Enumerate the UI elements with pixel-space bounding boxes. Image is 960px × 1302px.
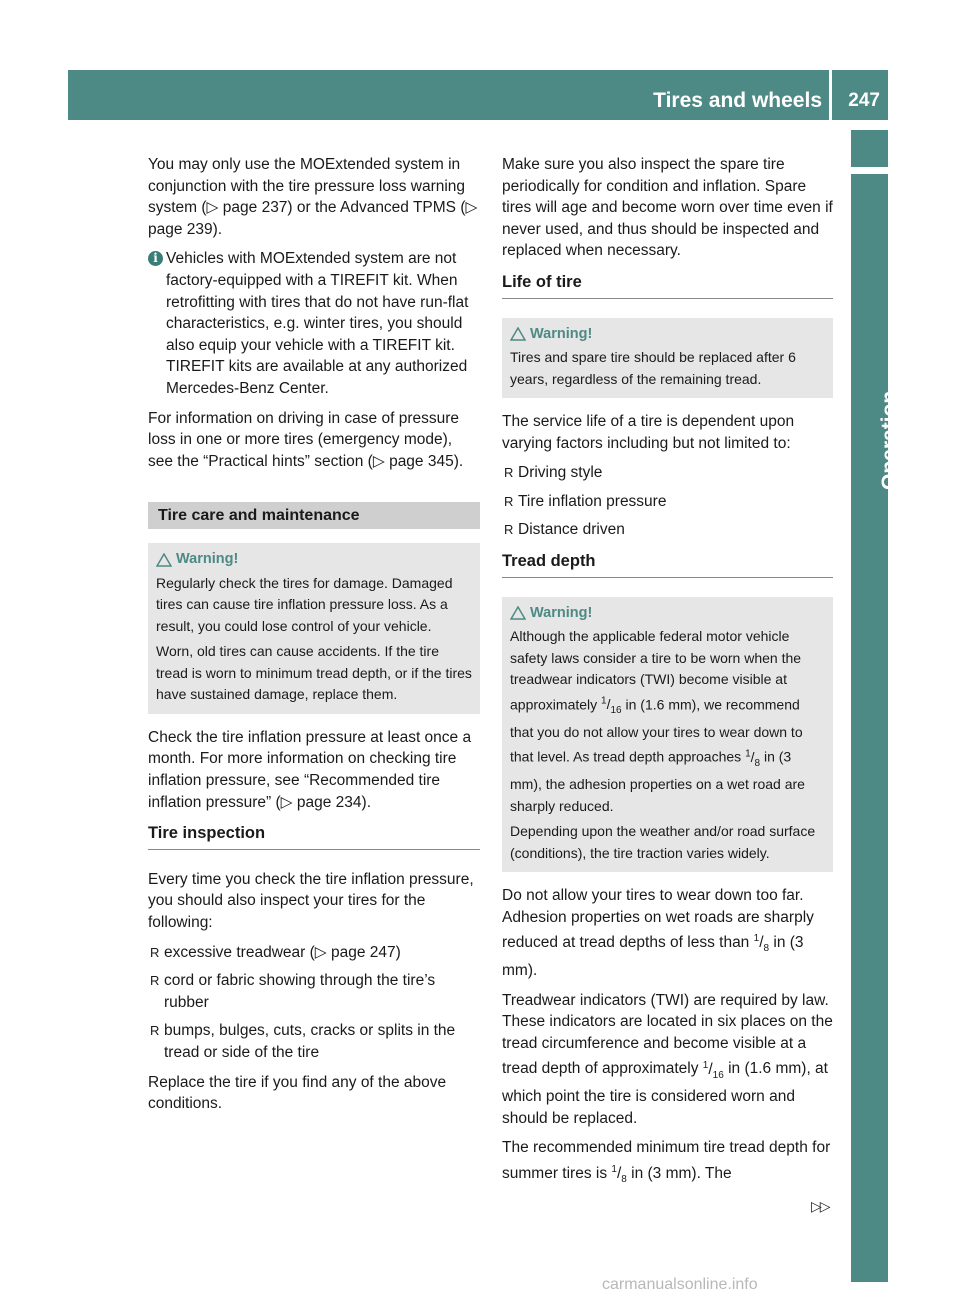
list-item: R Distance driven: [502, 519, 833, 541]
warning-title: Warning!: [530, 604, 593, 621]
list-item: R bumps, bulges, cuts, cracks or splits in the tread or side of the tire: [148, 1020, 480, 1063]
paragraph: For information on driving in case of pressure loss in one or more tires (emergency mode), see the “Practical hints” section (▷ page 345).: [148, 409, 464, 470]
warning-text: Although the applicable federal motor vehicle safety laws consider a tire to be worn when the treadwear indicators (TWI) become visible at approximately $^1/_{16}$ in (1.6 mm), we recommend that you do not allow your tires to wear down to that level. As tread depth approaches $^1/_8$ in (3 mm), the adhesion properties on a wet road are sharply reduced.: [510, 628, 805, 814]
warning-box: [502, 597, 833, 872]
paragraph: Replace the tire if you find any of the above conditions.: [148, 1073, 447, 1113]
paragraph: You may only use the MOExtended system in conjunction with the tire pressure loss warning system (▷ page 237) or the Advanced TPMS (▷ page 239).: [148, 156, 478, 238]
warning-header: [510, 324, 825, 346]
side-marker-box: [851, 130, 888, 167]
warning-title: Warning!: [176, 551, 239, 568]
list-item: R Driving style: [502, 462, 833, 484]
list-item: R cord or fabric showing through the tire’s rubber: [148, 970, 480, 1013]
subheading: Tire inspection: [148, 823, 480, 850]
page-header: [68, 70, 888, 120]
side-tab-label: Operation: [878, 390, 901, 490]
side-tab: [851, 174, 888, 1282]
warning-text: Tires and spare tire should be replaced after 6 years, regardless of the remaining tread.: [510, 349, 796, 387]
paragraph: Treadwear indicators (TWI) are required by law. These indicators are located in six places on the tread circumference and become visible at a tread depth of approximately $^1/_{16}$ in (1.6 mm), at which point the tire is considered worn and should be replaced.: [502, 991, 833, 1127]
warning-title: Warning!: [530, 325, 593, 342]
watermark: carmanualsonline.info: [602, 1276, 758, 1293]
continue-marker: ▷▷: [811, 1198, 829, 1214]
paragraph: Every time you check the tire inflation pressure, you should also inspect your tires for the following:: [148, 870, 474, 931]
header-title: Tires and wheels: [653, 89, 822, 112]
warning-header: [156, 549, 472, 571]
info-note: [148, 248, 480, 399]
fraction: $^1/_{16}$: [702, 1059, 724, 1081]
warning-icon: [156, 553, 172, 567]
subheading: Tread depth: [502, 551, 833, 578]
paragraph: Check the tire inflation pressure at least once a month. For more information on checking tire inflation pressure, see “Recommended tire inflation pressure” (▷ page 234).: [148, 728, 472, 811]
subheading: Life of tire: [502, 272, 833, 299]
warning-icon: [510, 606, 526, 620]
paragraph: The service life of a tire is dependent upon varying factors including but not limited to:: [502, 413, 795, 452]
list-item: R excessive treadwear (▷ page 247): [148, 942, 480, 964]
paragraph: Do not allow your tires to wear down too far. Adhesion properties on wet roads are sharply reduced at tread depths of less than $^1/_8$ in (3 mm).: [502, 887, 814, 980]
warning-text: Depending upon the weather and/or road surface (conditions), the tire traction varies widely.: [510, 823, 816, 861]
warning-header: [510, 603, 825, 625]
page-number: 247: [848, 90, 880, 111]
info-text: Vehicles with MOExtended system are not factory-equipped with a TIREFIT kit. When retrofitting with tires that do not have run-flat characteristics, e.g. winter tires, you should also equip your vehicle with a TIREFIT kit. TIREFIT kits are available at any authorized Mercedes-Benz Center.: [166, 250, 469, 397]
warning-text: Worn, old tires can cause accidents. If the tire tread is worn to minimum tread depth, or if the tires have sustained damage, replace them.: [156, 643, 472, 703]
info-icon: i: [148, 251, 163, 266]
left-column: [148, 154, 480, 1123]
fraction: $^1/_8$: [745, 748, 761, 769]
fraction: $^1/_8$: [753, 933, 770, 955]
warning-box: [148, 543, 480, 714]
section-title: Tire care and maintenance: [148, 502, 480, 529]
bullet-list: [502, 462, 833, 541]
paragraph: The recommended minimum tire tread depth for summer tires is $^1/_8$ in (3 mm). The: [502, 1139, 831, 1186]
paragraph: Make sure you also inspect the spare tire periodically for condition and inflation. Spare tires will age and become worn over time even if never used, and thus should be inspected and replaced when necessary.: [502, 156, 833, 260]
header-separator: [829, 70, 832, 120]
warning-icon: [510, 327, 526, 341]
list-item: R Tire inflation pressure: [502, 491, 833, 513]
warning-text: Regularly check the tires for damage. Damaged tires can cause tire inflation pressure loss. As a result, you could lose control of your vehicle.: [156, 574, 453, 634]
right-column: [502, 154, 833, 1199]
fraction: $^1/_{16}$: [601, 695, 622, 717]
fraction: $^1/_8$: [611, 1164, 627, 1186]
bullet-list: [148, 942, 480, 1064]
warning-box: [502, 318, 833, 399]
